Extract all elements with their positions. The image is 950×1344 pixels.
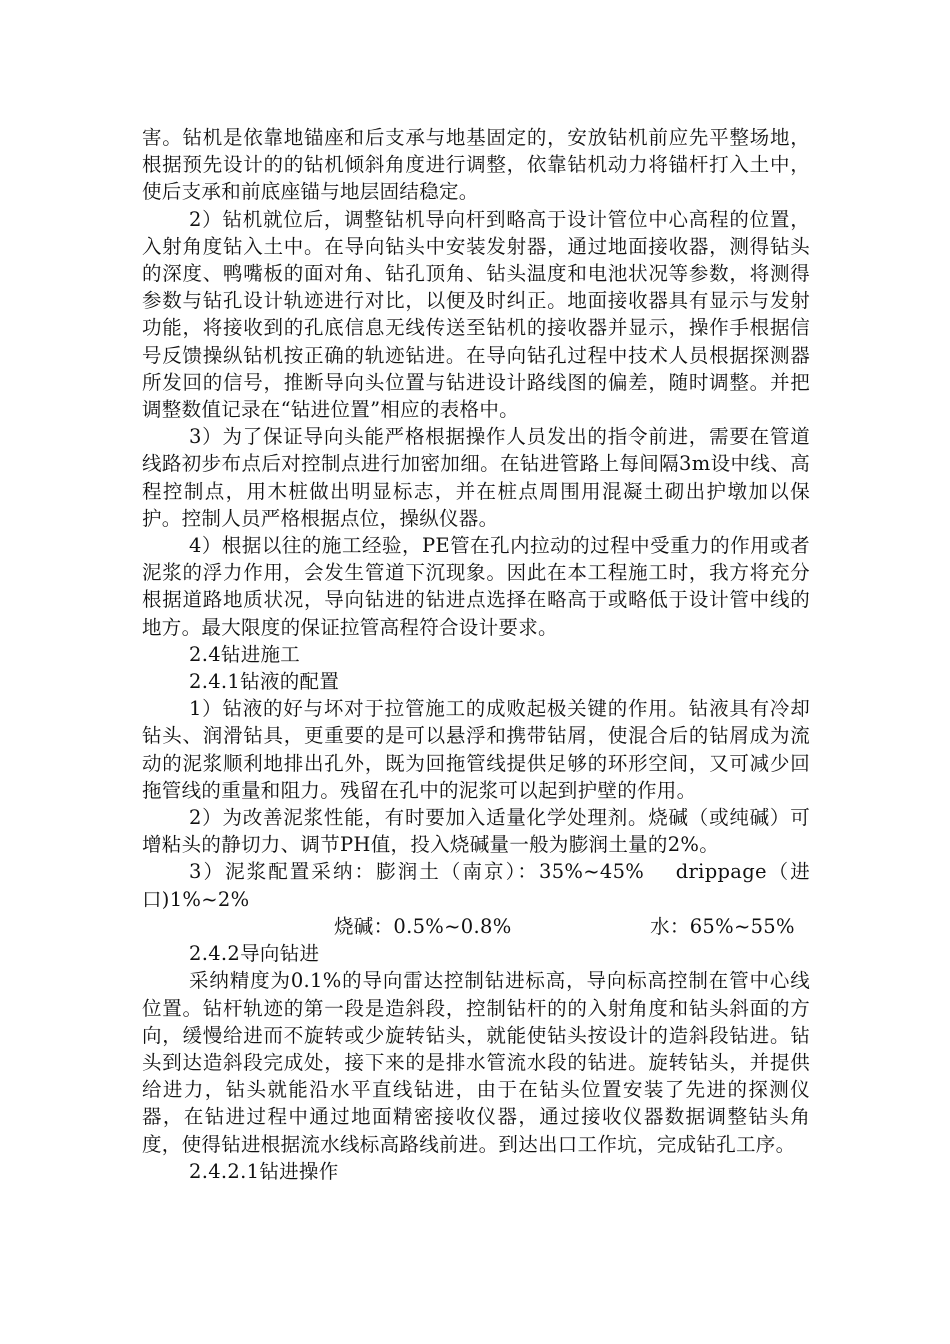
document-body — [142, 124, 810, 1185]
paragraph-pe-pipe-sinking: 4）根据以往的施工经验，PE管在孔内拉动的过程中受重力的作用或者泥浆的浮力作用，会发生管道下沉现象。因此在本工程施工时，我方将充分根据道路地质状况，导向钻进的钻进点选择在略高于或略低于设计管中线的地方。最大限度的保证拉管高程符合设计要求。 — [142, 534, 810, 639]
paragraph-fluid-purpose: 1）钻液的好与坏对于拉管施工的成败起极关键的作用。钻液具有冷却钻头、润滑钻具，更重要的是可以悬浮和携带钻屑，使混合后的钻屑成为流动的泥浆顺利地排出孔外，既为回拖管线提供足够的环形空间，又可减少回拖管线的重量和阻力。残留在孔中的泥浆可以起到护壁的作用。 — [142, 697, 810, 802]
paragraph-continuation: 害。钻机是依靠地锚座和后支承与地基固定的，安放钻机前应先平整场地，根据预先设计的的钻机倾斜角度进行调整，依靠钻机动力将锚杆打入土中，使后支承和前底座锚与地层固结稳定。 — [142, 126, 810, 204]
section-heading-drilling-operation: 2.4.2.1钻进操作 — [189, 1159, 339, 1183]
section-heading-guided-drilling: 2.4.2导向钻进 — [189, 942, 320, 966]
paragraph-mud-mix-1: 3）泥浆配置采纳：膨润土（南京）：35%~45% drippage（进口)1%~2% — [142, 860, 810, 911]
paragraph-mud-additives: 2）为改善泥浆性能，有时要加入适量化学处理剂。烧碱（或纯碱）可增粘头的静切力、调节PH值，投入烧碱量一般为膨润土量的2%。 — [142, 806, 810, 857]
paragraph-control-points: 3）为了保证导向头能严格根据操作人员发出的指令前进，需要在管道线路初步布点后对控制点进行加密加细。在钻进管路上每间隔3m设中线、高程控制点，用木桩做出明显标志，并在桩点周围用混凝土砌出护墩加以保护。控制人员严格根据点位，操纵仪器。 — [142, 425, 810, 530]
paragraph-mud-mix-2: 烧碱：0.5%~0.8% 水：65%~55% — [334, 914, 795, 938]
section-heading-drilling: 2.4钻进施工 — [189, 642, 301, 666]
section-heading-drilling-fluid: 2.4.1钻液的配置 — [189, 670, 340, 694]
paragraph-guided-drilling: 采纳精度为0.1%的导向雷达控制钻进标高，导向标高控制在管中心线位置。钻杆轨迹的第一段是造斜段，控制钻杆的的入射角度和钻头斜面的方向，缓慢给进而不旋转或少旋转钻头，就能使钻头按设计的造斜段钻进。钻头到达造斜段完成处，接下来的是排水管流水段的钻进。旋转钻头，并提供给进力，钻头就能沿水平直线钻进，由于在钻头位置安装了先进的探测仪器，在钻进过程中通过地面精密接收仪器，通过接收仪器数据调整钻头角度，使得钻进根据流水线标高路线前进。到达出口工作坑，完成钻孔工序。 — [142, 969, 810, 1156]
paragraph-rig-positioning: 2）钻机就位后，调整钻机导向杆到略高于设计管位中心高程的位置，入射角度钻入土中。在导向钻头中安装发射器，通过地面接收器，测得钻头的深度、鸭嘴板的面对角、钻孔顶角、钻头温度和电池状况等参数，将测得参数与钻孔设计轨迹进行对比，以便及时纠正。地面接收器具有显示与发射功能，将接收到的孔底信息无线传送至钻机的接收器并显示，操作手根据信号反馈操纵钻机按正确的轨迹钻进。在导向钻孔过程中技术人员根据探测器所发回的信号，推断导向头位置与钻进设计路线图的偏差，随时调整。并把调整数值记录在“钻进位置”相应的表格中。 — [142, 207, 810, 422]
